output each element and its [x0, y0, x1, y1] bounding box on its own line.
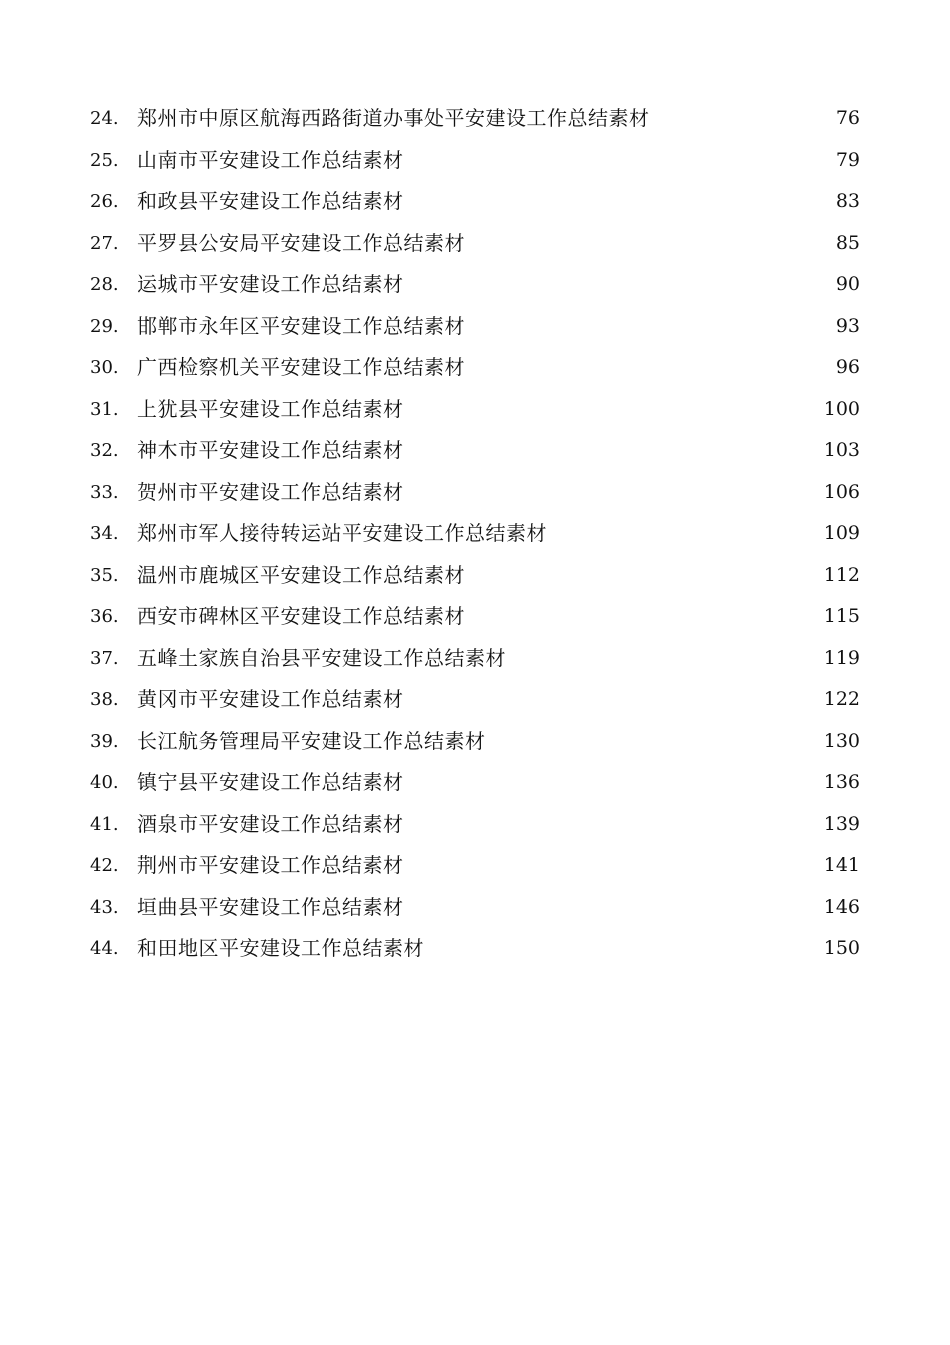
toc-entry-title: 和田地区平安建设工作总结素材 — [137, 936, 424, 960]
toc-entry-page-number: 103 — [823, 439, 860, 461]
toc-entry[interactable] — [90, 389, 860, 431]
toc-entry-number: 42. — [90, 855, 119, 876]
toc-entry[interactable] — [90, 430, 860, 472]
toc-entry-page-number: 139 — [823, 812, 860, 835]
toc-entry-page-number: 96 — [835, 356, 860, 378]
toc-entry[interactable] — [90, 264, 860, 306]
toc-entry-title: 山南市平安建设工作总结素材 — [137, 147, 404, 172]
toc-entry[interactable] — [90, 181, 860, 223]
toc-entry-title: 神木市平安建设工作总结素材 — [137, 438, 404, 462]
toc-entry-title: 平罗县公安局平安建设工作总结素材 — [137, 230, 465, 255]
toc-entry-title: 上犹县平安建设工作总结素材 — [137, 396, 404, 421]
table-of-contents — [90, 98, 860, 970]
toc-entry-number: 40. — [90, 772, 119, 793]
toc-entry-page-number: 100 — [823, 397, 860, 420]
toc-entry-page-number: 136 — [823, 771, 860, 793]
toc-entry[interactable] — [90, 638, 860, 680]
toc-entry-number: 35. — [90, 564, 119, 586]
toc-entry-page-number: 150 — [823, 937, 860, 959]
toc-entry[interactable] — [90, 98, 860, 140]
toc-entry-title: 贺州市平安建设工作总结素材 — [137, 479, 404, 504]
toc-entry-title: 温州市鹿城区平安建设工作总结素材 — [137, 562, 465, 587]
toc-entry-page-number: 79 — [835, 148, 860, 171]
toc-entry-page-number: 146 — [823, 895, 860, 918]
toc-entry-page-number: 130 — [823, 729, 860, 752]
toc-entry[interactable] — [90, 140, 860, 182]
toc-entry[interactable] — [90, 845, 860, 887]
toc-entry-number: 28. — [90, 274, 119, 295]
toc-entry[interactable] — [90, 804, 860, 846]
toc-entry-title: 郑州市军人接待转运站平安建设工作总结素材 — [137, 521, 547, 545]
toc-entry-number: 37. — [90, 647, 119, 669]
toc-entry-number: 31. — [90, 398, 119, 420]
toc-entry[interactable] — [90, 679, 860, 721]
toc-entry-number: 36. — [90, 606, 119, 627]
toc-entry-page-number: 112 — [823, 563, 860, 586]
toc-entry-number: 34. — [90, 523, 119, 544]
toc-entry[interactable] — [90, 472, 860, 514]
toc-entry-number: 39. — [90, 730, 119, 752]
toc-entry-number: 26. — [90, 191, 119, 212]
toc-entry-title: 镇宁县平安建设工作总结素材 — [137, 770, 404, 794]
toc-entry-page-number: 122 — [823, 688, 860, 710]
toc-entry-page-number: 83 — [835, 190, 860, 212]
toc-entry-page-number: 115 — [823, 605, 860, 627]
toc-entry-number: 38. — [90, 689, 119, 710]
toc-entry-page-number: 93 — [835, 314, 860, 337]
toc-entry-page-number: 76 — [835, 107, 860, 129]
toc-entry-page-number: 85 — [835, 231, 860, 254]
toc-entry-page-number: 109 — [823, 522, 860, 544]
toc-entry-title: 五峰土家族自治县平安建设工作总结素材 — [137, 645, 506, 670]
toc-entry[interactable] — [90, 928, 860, 970]
toc-entry-number: 43. — [90, 896, 119, 918]
toc-entry-number: 27. — [90, 232, 119, 254]
toc-entry-title: 西安市碑林区平安建设工作总结素材 — [137, 604, 465, 628]
toc-entry[interactable] — [90, 721, 860, 763]
toc-entry[interactable] — [90, 596, 860, 638]
toc-entry-page-number: 90 — [835, 273, 860, 295]
toc-entry-title: 和政县平安建设工作总结素材 — [137, 189, 404, 213]
toc-entry-title: 长江航务管理局平安建设工作总结素材 — [137, 728, 486, 753]
toc-entry[interactable] — [90, 513, 860, 555]
toc-entry-title: 黄冈市平安建设工作总结素材 — [137, 687, 404, 711]
toc-entry[interactable] — [90, 762, 860, 804]
toc-entry[interactable] — [90, 555, 860, 597]
toc-entry-title: 邯郸市永年区平安建设工作总结素材 — [137, 313, 465, 338]
toc-entry-page-number: 119 — [823, 646, 860, 669]
toc-entry-title: 广西检察机关平安建设工作总结素材 — [137, 355, 465, 379]
toc-entry-number: 25. — [90, 149, 119, 171]
toc-entry-title: 荆州市平安建设工作总结素材 — [137, 853, 404, 877]
toc-entry[interactable] — [90, 306, 860, 348]
toc-entry-number: 33. — [90, 481, 119, 503]
toc-entry-title: 运城市平安建设工作总结素材 — [137, 272, 404, 296]
toc-entry-number: 44. — [90, 938, 119, 959]
toc-entry-number: 32. — [90, 440, 119, 461]
toc-entry-title: 酒泉市平安建设工作总结素材 — [137, 811, 404, 836]
toc-entry[interactable] — [90, 887, 860, 929]
toc-entry-number: 24. — [90, 108, 119, 129]
toc-entry[interactable] — [90, 223, 860, 265]
toc-entry-number: 30. — [90, 357, 119, 378]
toc-entry-page-number: 141 — [823, 854, 860, 876]
toc-entry-page-number: 106 — [823, 480, 860, 503]
toc-entry-number: 41. — [90, 813, 119, 835]
toc-entry-number: 29. — [90, 315, 119, 337]
toc-entry-title: 垣曲县平安建设工作总结素材 — [137, 894, 404, 919]
toc-entry-title: 郑州市中原区航海西路街道办事处平安建设工作总结素材 — [137, 106, 650, 130]
toc-entry[interactable] — [90, 347, 860, 389]
